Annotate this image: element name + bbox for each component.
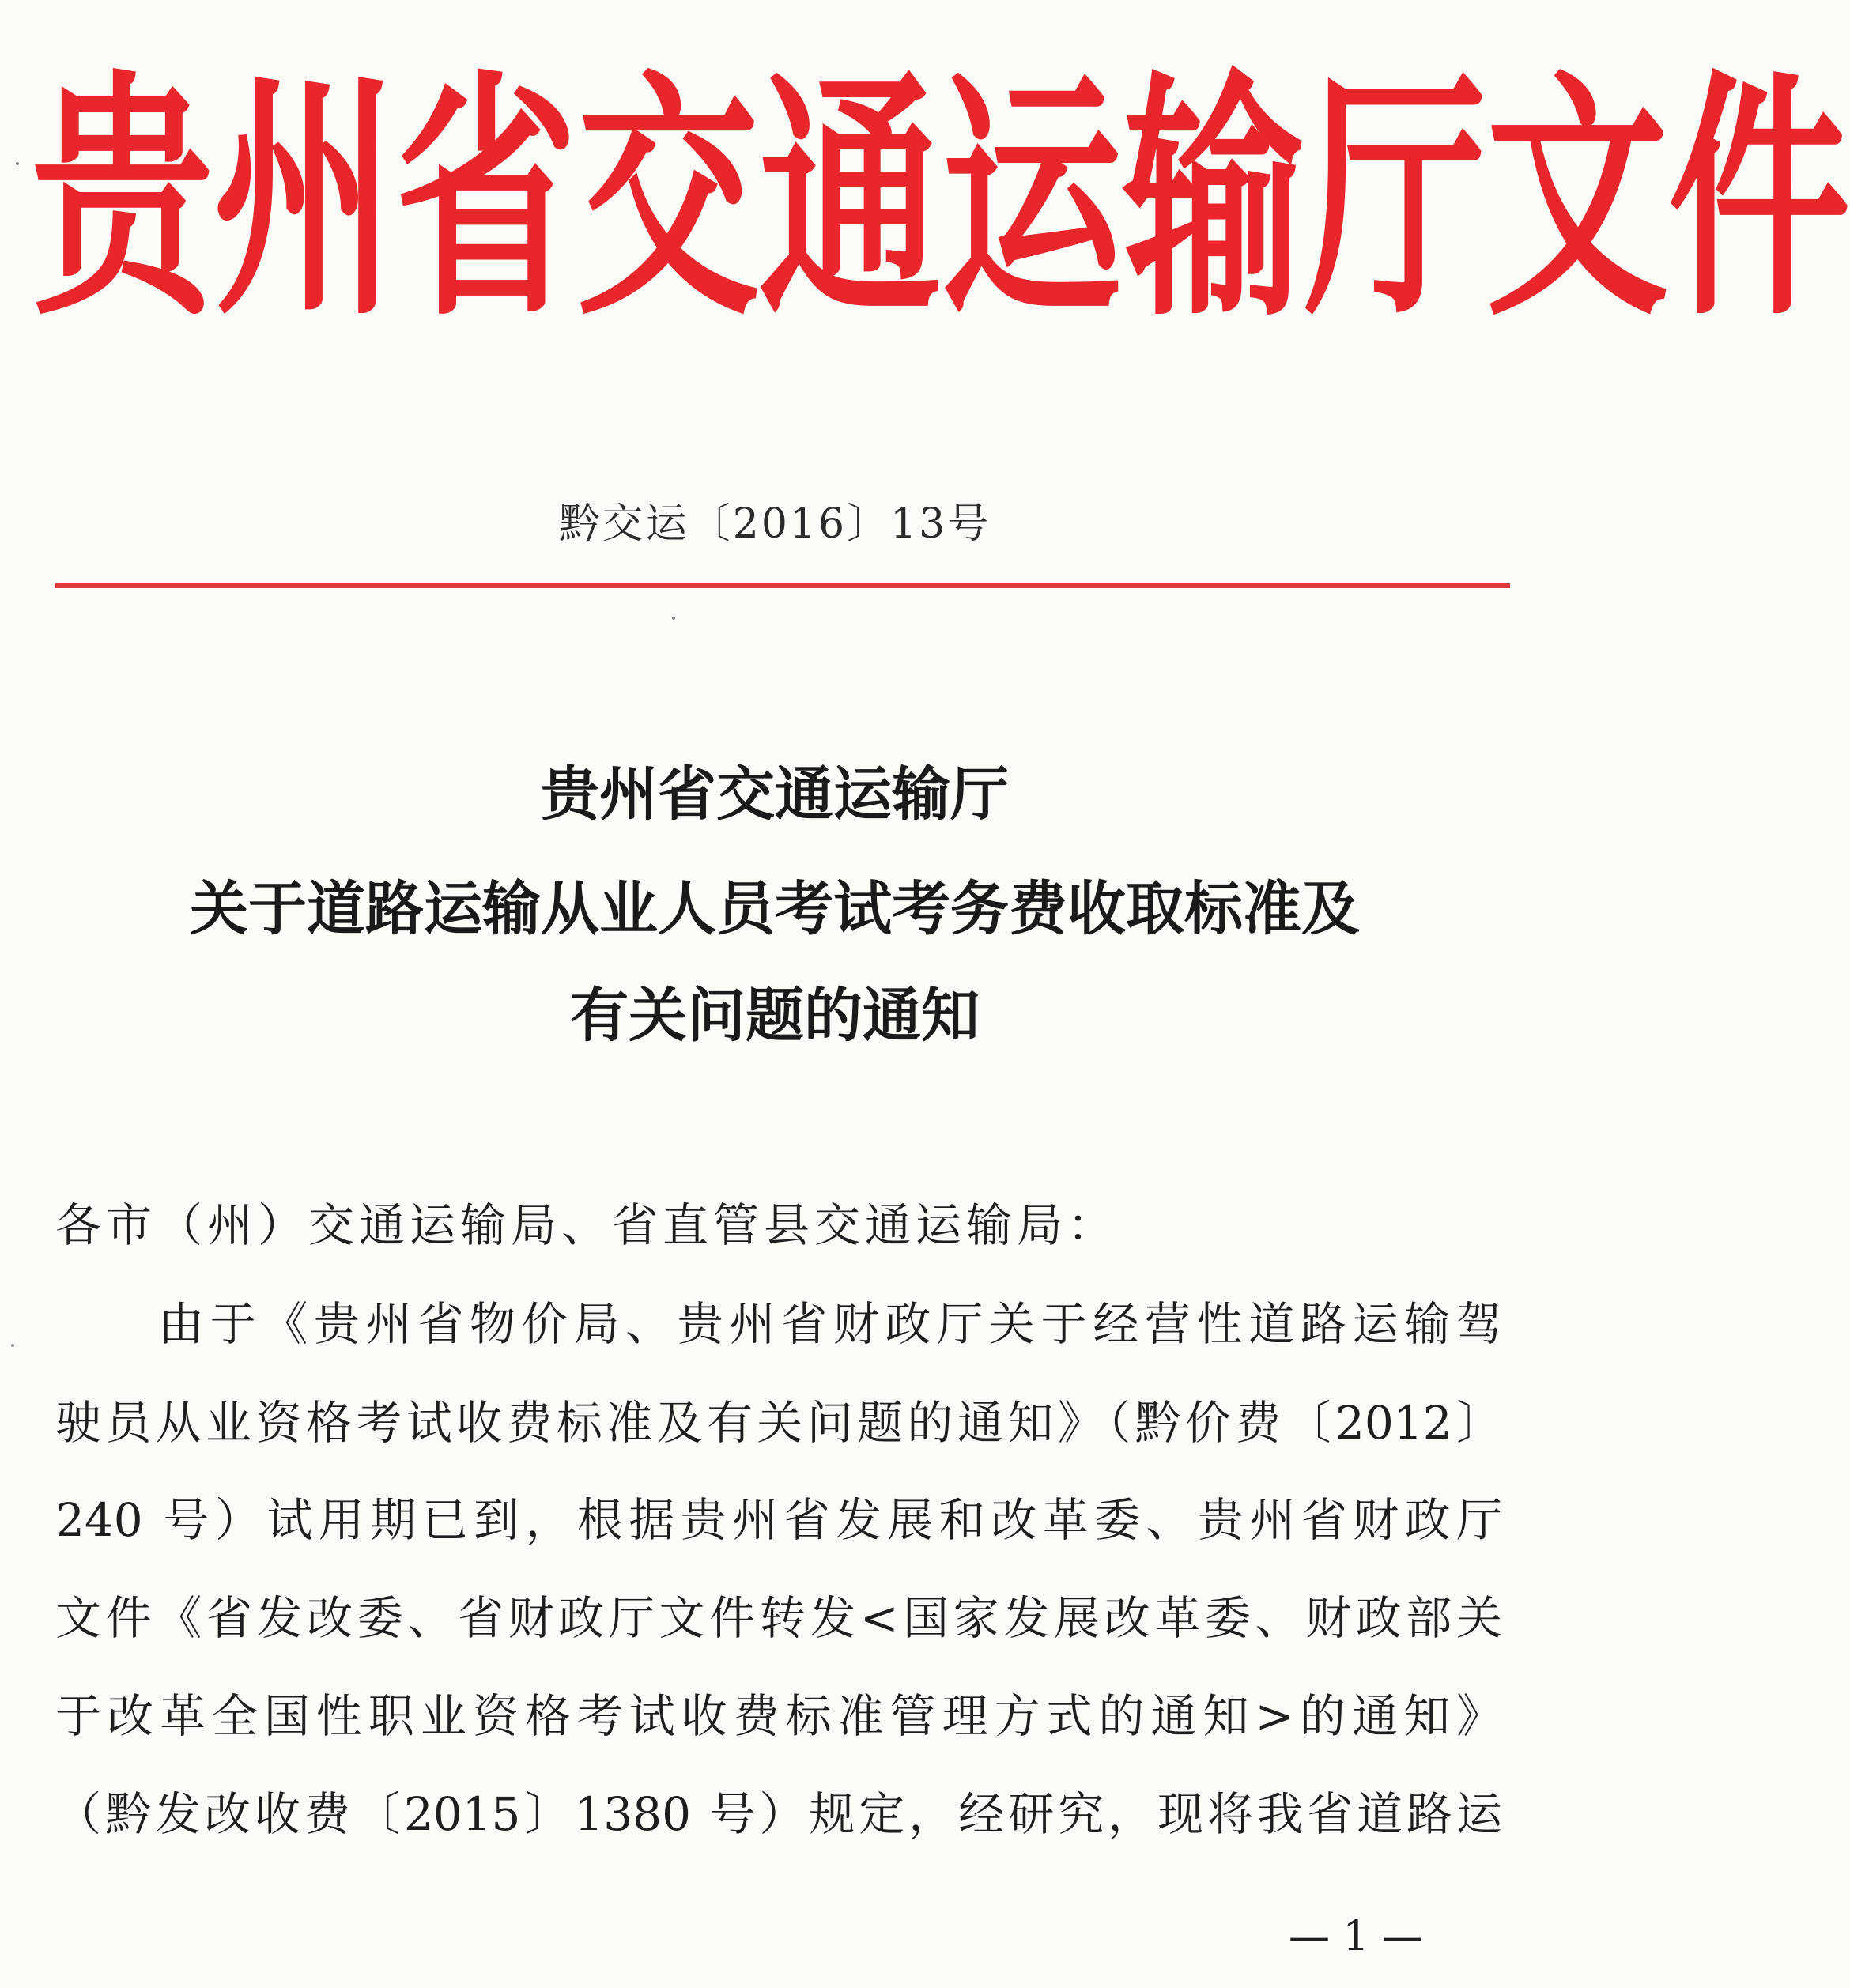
body-line: 于改革全国性职业资格考试收费标准管理方式的通知>的通知》 [55, 1689, 1502, 1743]
title-line-3: 有关问题的通知 [570, 982, 980, 1050]
masthead-char: 件 [1668, 51, 1850, 351]
body-line: 由于《贵州省物价局、贵州省财政厅关于经营性道路运输驾 [158, 1297, 1502, 1351]
body-line: 驶员从业资格考试收费标准及有关问题的通知》（黔价费〔2012〕 [55, 1396, 1502, 1450]
masthead-char: 厅 [1304, 51, 1487, 351]
document-number: 黔交运〔2016〕13号 [558, 500, 991, 548]
masthead-char: 文 [1486, 51, 1669, 351]
red-separator-rule [55, 583, 1510, 588]
masthead [32, 51, 1850, 351]
body-line: 文件《省发改委、省财政厅文件转发<国家发展改革委、财政部关 [55, 1591, 1502, 1645]
masthead-char: 省 [395, 51, 578, 351]
title-line-1: 贵州省交通运输厅 [541, 760, 1009, 828]
scan-speck [16, 162, 19, 165]
masthead-char: 州 [213, 51, 396, 351]
masthead-char: 交 [577, 51, 760, 351]
title-line-2: 关于道路运输从业人员考试考务费收取标准及 [190, 875, 1360, 943]
masthead-char: 运 [941, 51, 1123, 351]
scan-speck [672, 617, 675, 620]
masthead-char: 输 [1123, 51, 1305, 351]
salutation: 各市（州）交通运输局、省直管县交通运输局： [55, 1198, 1119, 1252]
masthead-char: 通 [759, 51, 942, 351]
scan-speck [11, 1344, 14, 1347]
masthead-char: 贵 [32, 51, 214, 351]
page-number: — 1 — [1289, 1913, 1424, 1960]
body-line: （黔发改收费〔2015〕1380 号）规定，经研究，现将我省道路运 [55, 1787, 1502, 1841]
body-line: 240 号）试用期已到，根据贵州省发展和改革委、贵州省财政厅 [55, 1493, 1502, 1547]
